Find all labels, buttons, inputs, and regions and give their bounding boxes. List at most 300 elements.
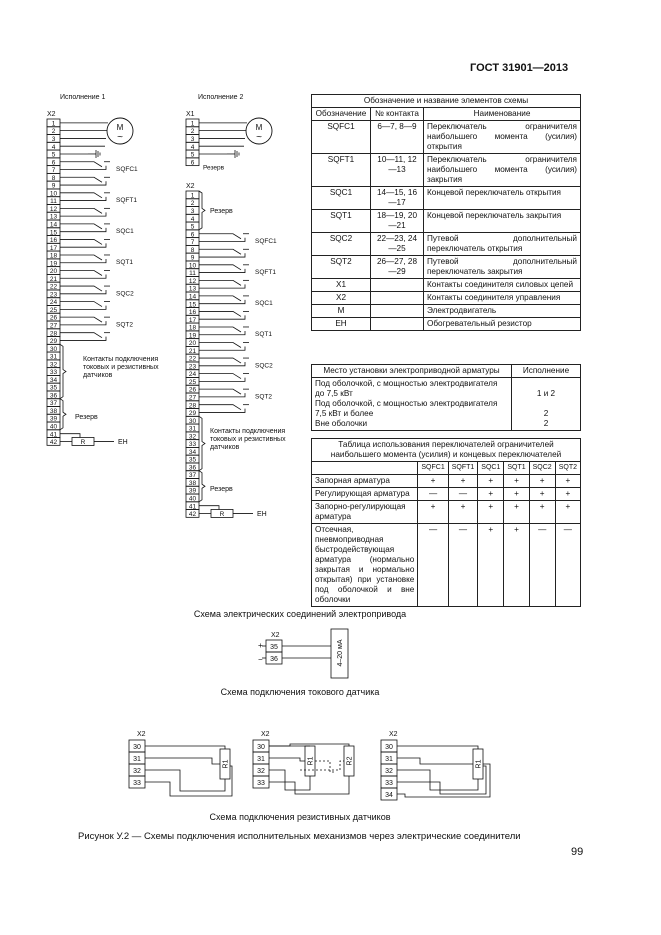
terminal-number: 24 [188,371,197,379]
switch-contact [60,162,102,167]
terminal-number: 42 [49,439,58,447]
terminal-number: 31 [133,756,141,763]
table-cell: X2 [312,292,371,305]
switch-label: SQT1 [255,331,272,339]
switch-contact [199,280,241,285]
table-cell: Концевой переключатель закрытия [424,210,581,233]
terminal-number: 18 [49,252,58,260]
terminal-number: 31 [257,756,265,763]
switch-contact [199,238,245,242]
switch-label: SQFC1 [255,237,277,245]
switch-contact [199,362,245,366]
table-cell [371,292,424,305]
table-cell: + [448,475,478,488]
current-sensor-label: 4–20 мА [337,639,344,667]
switch-contact [199,347,245,351]
row-value: 1 и 2 [536,389,556,398]
switch-label: SQFT1 [116,197,137,205]
switch-contact [60,333,102,338]
switch-contact [60,243,106,247]
table-cell: Переключатель ограничителя наибольшего момента (усилия) закрытия [424,154,581,187]
heater-label: EH [118,438,128,446]
col-header: SQC1 [478,462,504,475]
sensor-wire [145,746,225,749]
terminal-number: 36 [49,392,58,400]
contacts-note-text: Контакты подключения токовых и резистивных датчиков [83,355,159,379]
switch-contact [60,275,106,279]
table-cell: M [312,305,371,318]
table-cell: 22—23, 24—25 [371,233,424,256]
switch-contact [199,409,245,413]
terminal-number: 4 [190,215,195,223]
switch-contact [60,239,102,244]
switch-contact [199,343,241,348]
table-cell: + [529,501,555,524]
col-header: SQT1 [504,462,529,475]
switch-label: SQT2 [116,321,133,329]
table-cell: 10—11, 12—13 [371,154,424,187]
terminal-number: 6 [190,231,195,239]
table-row [312,233,581,256]
switch-contact [60,181,106,185]
table-row [312,256,581,279]
terminal-number: 42 [188,511,197,519]
switch-contact [199,300,245,304]
terminal-number: 38 [188,479,197,487]
terminal-number: 33 [257,780,265,787]
switch-contact [60,228,106,232]
terminal-number: 30 [257,744,265,751]
terminal-number: 30 [188,417,197,425]
connector-label: X2 [137,731,146,738]
terminal-number: 4 [51,143,56,151]
table-cell: + [478,501,504,524]
table-cell: — [418,488,448,501]
switch-contact [60,166,106,170]
heater-label: EH [257,510,267,518]
table-row [312,524,581,607]
table-cell: + [418,501,448,524]
switch-contact [199,284,245,288]
terminal-number: 19 [188,332,197,340]
col-header: Место установки электроприводной арматуры [312,365,512,378]
row-name: Регулирующая арматура [312,488,418,501]
terminal-number: 30 [49,345,58,353]
contacts-note-text: Контакты подключения токовых и резистивных датчиков [210,427,286,451]
table-row [312,501,581,524]
switch-contact [60,255,102,260]
terminal-number: 20 [188,340,197,348]
table-cell: SQFC1 [312,121,371,154]
terminal-number: 25 [188,378,197,386]
contacts-note [83,356,163,390]
scheme-caption: Схема электрических соединений электропривода [193,609,407,619]
switch-label: SQFT1 [255,269,276,277]
reserve-label: Резерв [210,207,233,215]
row-value: 2 [543,409,549,418]
resistor-label: R [219,510,225,518]
table-cell: + [504,524,529,607]
table-cell: SQC1 [312,187,371,210]
switch-contact [60,271,102,276]
sensor-wire [397,770,478,790]
terminal-number: 13 [188,285,197,293]
table-row [312,305,581,318]
terminal-number: 35 [49,384,58,392]
switch-contact [199,315,245,319]
table-row [312,488,581,501]
terminal-number: 32 [49,361,58,369]
sensor-wire [145,770,225,791]
resistive-caption: Схема подключения резистивных датчиков [209,812,391,822]
table-row [312,187,581,210]
table-cell: EH [312,318,371,331]
row-text: Вне оболочки [315,419,368,428]
switch-contact [199,405,241,410]
terminal-number: 41 [49,431,58,439]
sensor-wire [145,758,220,764]
table-cell: SQT2 [312,256,371,279]
terminal-number: 5 [190,223,195,231]
resistor-label: R1 [222,759,230,769]
table-cell: X1 [312,279,371,292]
terminal-number: 31 [49,353,58,361]
switch-label: SQT2 [255,393,272,401]
contacts-note [210,428,300,462]
table-row [312,292,581,305]
table-cell: + [555,488,580,501]
switch-usage-table [311,438,581,607]
terminal-number: 36 [270,656,278,663]
terminal-number: 33 [385,780,393,787]
col-header: SQFC1 [418,462,448,475]
switch-label: SQFC1 [116,165,138,173]
terminal-number: 1 [51,120,56,128]
terminal-number: 19 [49,260,58,268]
table-cell: + [529,475,555,488]
col-header: SQC2 [529,462,555,475]
switch-contact [60,208,102,213]
connector-label: X2 [389,731,398,738]
col-header: Наименование [424,108,581,121]
terminal-number: 10 [188,262,197,270]
switch-contact [60,197,106,201]
col-header: SQFT1 [448,462,478,475]
figure-caption: Рисунок У.2 — Схемы подключения исполнительных механизмов через электрические соединители [78,831,521,842]
col-header: SQT2 [555,462,580,475]
terminal-number: 26 [49,314,58,322]
heater-wire [60,434,80,438]
switch-contact [199,378,245,382]
row-name: Запорная арматура [312,475,418,488]
terminal-number: 32 [133,768,141,775]
terminal-number: 14 [49,221,58,229]
switch-contact [60,290,106,294]
terminal-number: 40 [49,423,58,431]
connector-label: X2 [186,183,195,190]
table-cell: + [504,475,529,488]
reserve-label: Резерв [75,413,98,421]
table-row [312,318,581,331]
terminal-number: 30 [133,744,141,751]
reserve-label: Резерв [210,485,233,493]
table-cell: + [555,475,580,488]
switch-contact [199,331,245,335]
terminal-number: 34 [188,448,197,456]
terminal-number: 36 [188,464,197,472]
motor-tilde: ~ [117,132,123,143]
sensor-wire [269,770,310,790]
brace [199,191,205,230]
installation-table [311,364,581,431]
switch-contact [60,337,106,341]
table-cell: Путевой дополнительный переключатель открытия [424,233,581,256]
brace [60,344,66,398]
terminal-number: 3 [190,136,195,144]
terminal-number: 4 [190,143,195,151]
row-name: Отсечная, пневмоприводная быстродействующая арматура (нормально закрытая и нормально открытая) при установке под оболочкой и вне оболочки [312,524,418,607]
heater-wire [199,506,219,510]
terminal-number: 28 [188,402,197,410]
terminal-number: 27 [188,394,197,402]
table-cell: + [504,501,529,524]
terminal-number: 31 [188,425,197,433]
sensor-wire [397,746,478,749]
col-header: № контакта [371,108,424,121]
table-cell: Концевой переключатель открытия [424,187,581,210]
table-cell: + [478,475,504,488]
switch-contact [199,234,241,239]
elements-table-title: Обозначение и название элементов схемы [312,95,581,108]
switch-contact [199,389,241,394]
switch-contact [60,286,102,291]
terminal-number: 20 [49,268,58,276]
terminal-number: 11 [50,198,57,206]
terminal-number: 11 [189,270,196,278]
terminal-number: 29 [188,410,197,418]
reserve-label: Резерв [203,164,225,172]
terminal-number: 21 [49,275,58,283]
terminal-number: 2 [51,128,56,136]
table-cell: Контакты соединителя управления [424,292,581,305]
terminal-number: 32 [188,433,197,441]
connector-label: X1 [186,111,195,118]
resistor-label: R2 [346,756,354,766]
terminal-number: 3 [190,208,195,216]
polarity-plus: + [258,641,263,650]
variant1-title: Исполнение 1 [60,94,106,101]
table-cell: + [555,501,580,524]
terminal-number: 1 [190,192,195,200]
terminal-number: 5 [190,151,195,159]
polarity-minus: − [258,655,263,664]
terminal-number: 28 [49,330,58,338]
motor-tilde: ~ [256,132,262,143]
terminal-number: 2 [190,200,195,208]
terminal-number: 7 [190,239,195,247]
table-cell: + [478,488,504,501]
terminal-number: 15 [49,229,58,237]
brace [199,471,205,502]
motor-label: M [255,123,263,132]
table-cell: — [529,524,555,607]
switch-contact [199,358,241,363]
switch-contact [199,374,241,379]
table-cell [371,305,424,318]
table-cell: + [418,475,448,488]
table-cell: Электродвигатель [424,305,581,318]
terminal-number: 6 [190,159,195,167]
row-name: Запорно-регулирующая арматура [312,501,418,524]
table-cell: + [478,524,504,607]
terminal-number: 6 [51,159,56,167]
terminal-number: 25 [49,306,58,314]
table-cell: 14—15, 16—17 [371,187,424,210]
sensor-wire [269,758,305,761]
elements-table [311,94,581,331]
terminal-number: 9 [190,254,195,262]
row-value: 2 [543,419,549,428]
table-row [312,475,581,488]
terminal-number: 35 [188,456,197,464]
terminal-number: 33 [188,441,197,449]
brace [60,399,66,430]
terminal-number: 10 [49,190,58,198]
terminal-number: 5 [51,151,56,159]
table-cell: 18—19, 20—21 [371,210,424,233]
table-cell: Переключатель ограничителя наибольшего момента (усилия) открытия [424,121,581,154]
table-cell: SQT1 [312,210,371,233]
connector-label: X2 [47,111,56,118]
table-cell: + [529,488,555,501]
terminal-number: 31 [385,756,393,763]
table-cell: Путевой дополнительный переключатель закрытия [424,256,581,279]
switch-contact [199,269,245,273]
switch-label: SQC1 [255,300,273,308]
switch-contact [199,265,241,270]
page-number: 99 [571,846,584,858]
switch-contact [199,296,241,301]
table-row [312,154,581,187]
terminal-number: 38 [49,407,58,415]
terminal-number: 37 [49,400,58,408]
terminal-number: 17 [49,244,58,252]
table-row [312,279,581,292]
switch-label: SQT1 [116,259,133,267]
terminal-number: 30 [385,744,393,751]
switch-contact [60,306,106,310]
current-sensor-caption: Схема подключения токового датчика [220,687,380,697]
variant2-title: Исполнение 2 [198,94,244,101]
switch-contact [199,311,241,316]
terminal-number: 26 [188,386,197,394]
row-text: Под оболочкой, с мощностью электродвигателя до 7,5 кВт [315,379,498,398]
terminal-number: 15 [188,301,197,309]
switch-usage-title: Таблица использования переключателей ограничителей наибольшего момента (усилия) и концевых переключателей [312,439,581,462]
terminal-number: 22 [188,355,197,363]
terminal-number: 37 [188,472,197,480]
terminal-number: 23 [188,363,197,371]
table-cell: SQC2 [312,233,371,256]
table-row [312,210,581,233]
terminal-number: 39 [49,415,58,423]
table-cell [371,318,424,331]
table-row [312,121,581,154]
terminal-number: 9 [51,182,56,190]
resistor-label: R1 [307,756,315,766]
switch-contact [199,253,245,257]
terminal-number: 40 [188,495,197,503]
col-header: Обозначение [312,108,371,121]
table-cell: Обогревательный резистор [424,318,581,331]
terminal-number: 41 [188,503,197,511]
table-cell: 26—27, 28—29 [371,256,424,279]
switch-label: SQC2 [116,290,134,298]
resistor-label: R1 [475,759,483,769]
table-cell: — [448,524,478,607]
terminal-number: 14 [188,293,197,301]
terminal-number: 29 [49,338,58,346]
sensor-wire [397,758,473,764]
terminal-number: 35 [270,644,278,651]
sensor-wire [145,766,232,796]
terminal-number: 33 [49,369,58,377]
terminal-number: 32 [385,768,393,775]
connector-label: X2 [261,731,270,738]
switch-contact [199,249,241,254]
terminal-number: 16 [49,237,58,245]
table-cell: 6—7, 8—9 [371,121,424,154]
col-header: Исполнение [512,365,581,378]
brace [199,416,205,470]
terminal-number: 18 [188,324,197,332]
switch-contact [60,177,102,182]
terminal-number: 27 [49,322,58,330]
terminal-number: 34 [385,792,393,799]
terminal-number: 33 [133,780,141,787]
terminal-number: 32 [257,768,265,775]
switch-contact [60,317,102,322]
table-cell: — [448,488,478,501]
terminal-number: 2 [190,128,195,136]
table-cell [512,378,581,431]
terminal-number: 17 [188,316,197,324]
switch-contact [60,224,102,229]
table-cell: + [504,488,529,501]
switch-contact [60,259,106,263]
page-header: ГОСТ 31901—2013 [470,62,569,74]
terminal-number: 24 [49,299,58,307]
terminal-number: 21 [188,347,197,355]
switch-label: SQC2 [255,362,273,370]
table-cell [312,378,512,431]
table-cell: — [555,524,580,607]
terminal-number: 39 [188,487,197,495]
resistor-label: R [80,438,86,446]
motor-label: M [116,123,124,132]
terminal-number: 8 [190,246,195,254]
switch-contact [199,327,241,332]
table-cell: SQFT1 [312,154,371,187]
table-cell: — [418,524,448,607]
terminal-number: 13 [49,213,58,221]
switch-label: SQC1 [116,228,134,236]
table-cell: + [448,501,478,524]
table-cell [371,279,424,292]
switch-contact [199,393,245,397]
terminal-number: 34 [49,376,58,384]
terminal-number: 7 [51,167,56,175]
